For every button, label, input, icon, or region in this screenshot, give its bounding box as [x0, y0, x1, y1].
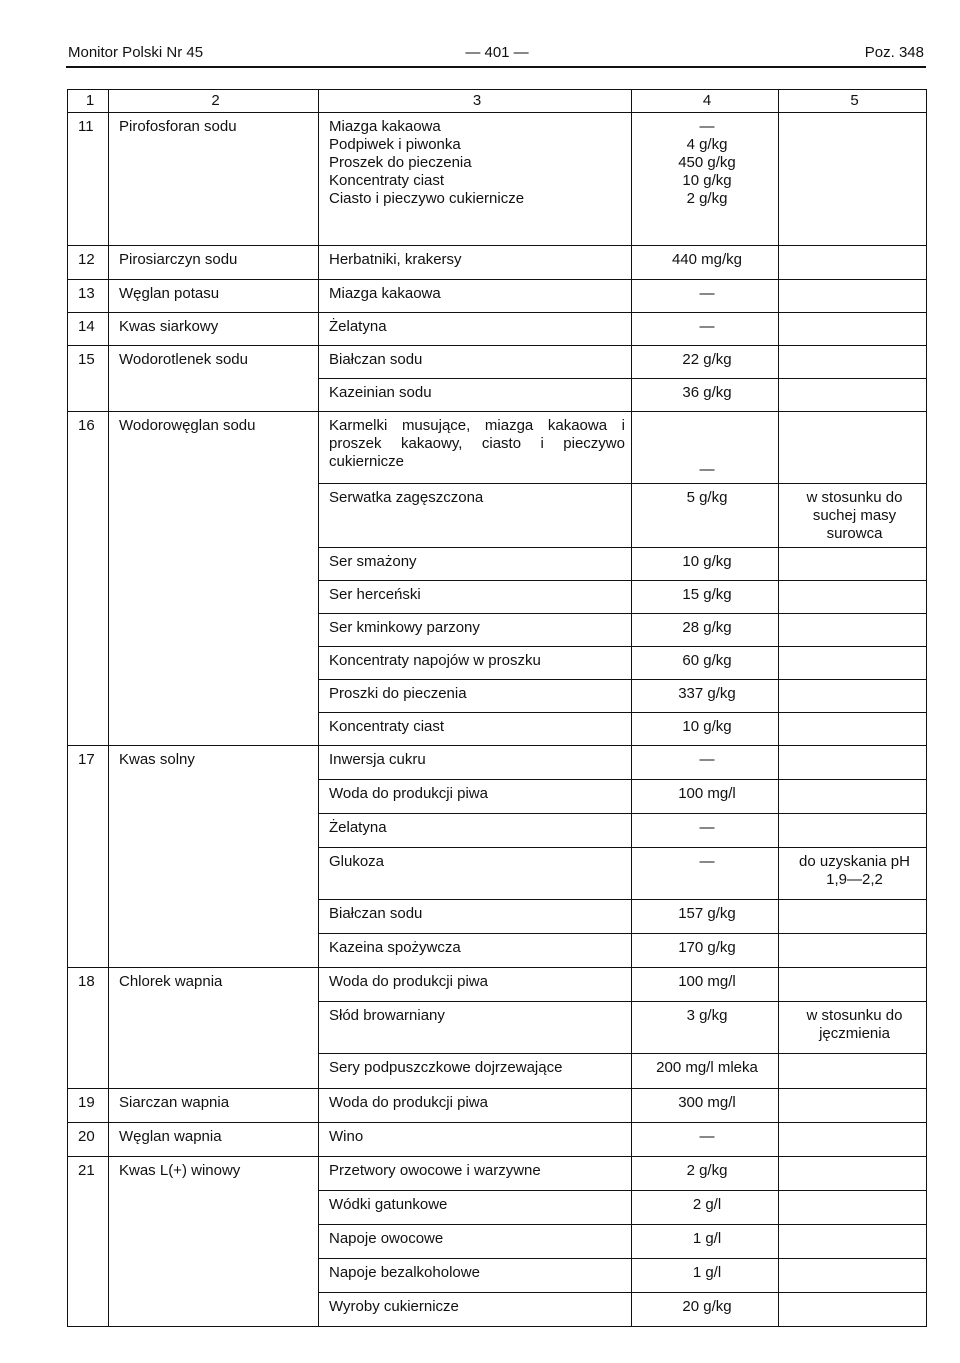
- cell-product: Woda do produkcji piwa: [319, 1089, 632, 1123]
- cell-number: [68, 680, 109, 713]
- cell-number: 11: [68, 113, 109, 246]
- cell-number: 17: [68, 746, 109, 780]
- table-row: [68, 1259, 927, 1293]
- cell-substance: Węglan potasu: [109, 280, 319, 313]
- cell-product: Wino: [319, 1123, 632, 1157]
- cell-remarks: do uzyskania pH 1,9—2,2: [779, 848, 927, 900]
- cell-product: Koncentraty napojów w proszku: [319, 647, 632, 680]
- cell-substance: Wodorowęglan sodu: [109, 412, 319, 484]
- cell-product: Herbatniki, krakersy: [319, 246, 632, 280]
- table-row: [68, 1123, 927, 1157]
- cell-remarks: [779, 581, 927, 614]
- cell-number: [68, 581, 109, 614]
- cell-number: 13: [68, 280, 109, 313]
- cell-remarks: w stosunku do jęczmienia: [779, 1002, 927, 1054]
- cell-number: 18: [68, 968, 109, 1002]
- cell-substance: [109, 900, 319, 934]
- cell-remarks: [779, 614, 927, 647]
- cell-substance: [109, 1293, 319, 1327]
- cell-dose: 15 g/kg: [632, 581, 779, 614]
- table-row: [68, 1002, 927, 1054]
- cell-substance: [109, 379, 319, 412]
- cell-remarks: [779, 313, 927, 346]
- cell-substance: [109, 934, 319, 968]
- cell-dose: —: [632, 746, 779, 780]
- cell-remarks: [779, 713, 927, 746]
- table-row: [68, 780, 927, 814]
- header-rule: [66, 66, 926, 68]
- table-row: [68, 246, 927, 280]
- cell-number: [68, 1054, 109, 1089]
- cell-product: Glukoza: [319, 848, 632, 900]
- cell-product: Białczan sodu: [319, 900, 632, 934]
- cell-number: [68, 713, 109, 746]
- cell-number: [68, 1259, 109, 1293]
- cell-dose: 337 g/kg: [632, 680, 779, 713]
- cell-dose: 440 mg/kg: [632, 246, 779, 280]
- cell-substance: [109, 614, 319, 647]
- cell-substance: [109, 484, 319, 548]
- cell-dose: 100 mg/l: [632, 780, 779, 814]
- cell-substance: [109, 814, 319, 848]
- cell-substance: [109, 581, 319, 614]
- cell-number: [68, 647, 109, 680]
- table-row: [68, 1157, 927, 1191]
- cell-remarks: [779, 1293, 927, 1327]
- cell-substance: [109, 1054, 319, 1089]
- cell-substance: [109, 548, 319, 581]
- cell-number: [68, 814, 109, 848]
- table-row: [68, 1225, 927, 1259]
- cell-remarks: [779, 1123, 927, 1157]
- table-row: [68, 412, 927, 484]
- table-row: [68, 1054, 927, 1089]
- table-row: [68, 484, 927, 548]
- cell-dose: 2 g/l: [632, 1191, 779, 1225]
- cell-dose: 100 mg/l: [632, 968, 779, 1002]
- cell-number: [68, 379, 109, 412]
- cell-product: Woda do produkcji piwa: [319, 968, 632, 1002]
- table-row: [68, 280, 927, 313]
- cell-dose: 1 g/l: [632, 1259, 779, 1293]
- table-row: [68, 113, 927, 246]
- cell-dose: 22 g/kg: [632, 346, 779, 379]
- cell-product: Wyroby cukiernicze: [319, 1293, 632, 1327]
- cell-remarks: [779, 968, 927, 1002]
- cell-number: [68, 614, 109, 647]
- column-header: 2: [109, 90, 319, 113]
- cell-product: Koncentraty ciast: [319, 713, 632, 746]
- additives-table: [67, 89, 927, 1327]
- table-row: [68, 313, 927, 346]
- page-number: — 401 —: [465, 44, 529, 61]
- table-row: [68, 346, 927, 379]
- cell-product: Żelatyna: [319, 814, 632, 848]
- cell-number: [68, 548, 109, 581]
- cell-dose: —: [632, 814, 779, 848]
- cell-dose: 1 g/l: [632, 1225, 779, 1259]
- cell-dose: [632, 113, 779, 246]
- cell-remarks: [779, 1191, 927, 1225]
- cell-product: Napoje owocowe: [319, 1225, 632, 1259]
- cell-remarks: [779, 900, 927, 934]
- cell-dose: 60 g/kg: [632, 647, 779, 680]
- cell-number: [68, 484, 109, 548]
- cell-product: Wódki gatunkowe: [319, 1191, 632, 1225]
- cell-dose: 10 g/kg: [632, 713, 779, 746]
- cell-remarks: [779, 680, 927, 713]
- table-row: [68, 1191, 927, 1225]
- cell-dose: 200 mg/l mleka: [632, 1054, 779, 1089]
- cell-number: 15: [68, 346, 109, 379]
- cell-number: [68, 934, 109, 968]
- cell-remarks: [779, 934, 927, 968]
- cell-product: Serwatka zagęszczona: [319, 484, 632, 548]
- cell-product: [319, 113, 632, 246]
- cell-line: Podpiwek i piwonka: [329, 136, 461, 153]
- cell-remarks: [779, 379, 927, 412]
- cell-dose: —: [632, 1123, 779, 1157]
- publication-title: Monitor Polski Nr 45: [68, 44, 204, 61]
- cell-product: Białczan sodu: [319, 346, 632, 379]
- table-row: [68, 680, 927, 713]
- cell-line: 450 g/kg: [678, 154, 736, 171]
- cell-remarks: [779, 280, 927, 313]
- cell-dose: 300 mg/l: [632, 1089, 779, 1123]
- cell-line: 2 g/kg: [686, 190, 728, 207]
- table-row: [68, 379, 927, 412]
- cell-product: Woda do produkcji piwa: [319, 780, 632, 814]
- table-row: [68, 1089, 927, 1123]
- cell-number: [68, 780, 109, 814]
- column-header: 4: [632, 90, 779, 113]
- cell-number: [68, 848, 109, 900]
- cell-number: [68, 1191, 109, 1225]
- cell-product: Słód browarniany: [319, 1002, 632, 1054]
- cell-number: 14: [68, 313, 109, 346]
- cell-dose: 157 g/kg: [632, 900, 779, 934]
- cell-dose: 28 g/kg: [632, 614, 779, 647]
- cell-remarks: [779, 1054, 927, 1089]
- cell-line: —: [699, 118, 715, 135]
- cell-dose: —: [632, 280, 779, 313]
- table-row: [68, 848, 927, 900]
- cell-substance: [109, 713, 319, 746]
- cell-line: Proszek do pieczenia: [329, 154, 472, 171]
- table-row: [68, 900, 927, 934]
- cell-dose: —: [632, 412, 779, 484]
- cell-substance: [109, 848, 319, 900]
- cell-substance: Kwas siarkowy: [109, 313, 319, 346]
- cell-product: Kazeina spożywcza: [319, 934, 632, 968]
- table-row: [68, 746, 927, 780]
- cell-remarks: [779, 1225, 927, 1259]
- column-header: 1: [68, 90, 109, 113]
- table-row: [68, 614, 927, 647]
- cell-substance: [109, 680, 319, 713]
- cell-substance: Wodorotlenek sodu: [109, 346, 319, 379]
- cell-number: [68, 1225, 109, 1259]
- cell-number: [68, 900, 109, 934]
- table-row: [68, 581, 927, 614]
- table-row: [68, 934, 927, 968]
- cell-number: [68, 1002, 109, 1054]
- cell-substance: Siarczan wapnia: [109, 1089, 319, 1123]
- cell-dose: 2 g/kg: [632, 1157, 779, 1191]
- cell-dose: 10 g/kg: [632, 548, 779, 581]
- column-header: 3: [319, 90, 632, 113]
- cell-product: Inwersja cukru: [319, 746, 632, 780]
- cell-remarks: [779, 647, 927, 680]
- cell-number: 21: [68, 1157, 109, 1191]
- cell-remarks: [779, 1089, 927, 1123]
- cell-substance: Kwas L(+) winowy: [109, 1157, 319, 1191]
- column-header: 5: [779, 90, 927, 113]
- table-row: [68, 1293, 927, 1327]
- cell-number: 16: [68, 412, 109, 484]
- cell-dose: 20 g/kg: [632, 1293, 779, 1327]
- cell-number: 20: [68, 1123, 109, 1157]
- cell-number: 12: [68, 246, 109, 280]
- cell-line: 10 g/kg: [682, 172, 732, 189]
- page-header: [68, 44, 926, 66]
- cell-dose: 170 g/kg: [632, 934, 779, 968]
- cell-product: Ser kminkowy parzony: [319, 614, 632, 647]
- cell-line: 4 g/kg: [686, 136, 728, 153]
- cell-dose: 36 g/kg: [632, 379, 779, 412]
- cell-remarks: [779, 1259, 927, 1293]
- cell-product: Napoje bezalkoholowe: [319, 1259, 632, 1293]
- cell-product: Miazga kakaowa: [319, 280, 632, 313]
- cell-dose: —: [632, 313, 779, 346]
- cell-substance: [109, 647, 319, 680]
- table-row: [68, 647, 927, 680]
- cell-remarks: [779, 746, 927, 780]
- cell-remarks: [779, 246, 927, 280]
- cell-product: Kazeinian sodu: [319, 379, 632, 412]
- cell-line: Ciasto i pieczywo cukiernicze: [329, 190, 525, 207]
- cell-remarks: [779, 113, 927, 246]
- cell-remarks: [779, 780, 927, 814]
- cell-product: Sery podpuszczkowe dojrzewające: [319, 1054, 632, 1089]
- cell-substance: [109, 1191, 319, 1225]
- cell-remarks: w stosunku do suchej masy surowca: [779, 484, 927, 548]
- cell-product: Karmelki musujące, miazga kakaowa i proszek kakaowy, ciasto i pieczywo cukiernicze: [319, 412, 632, 484]
- cell-substance: [109, 1002, 319, 1054]
- cell-number: [68, 1293, 109, 1327]
- table-row: [68, 968, 927, 1002]
- cell-product: Ser smażony: [319, 548, 632, 581]
- cell-remarks: [779, 346, 927, 379]
- cell-dose: 5 g/kg: [632, 484, 779, 548]
- cell-dose: —: [632, 848, 779, 900]
- cell-substance: Pirosiarczyn sodu: [109, 246, 319, 280]
- cell-remarks: [779, 814, 927, 848]
- cell-dose: 3 g/kg: [632, 1002, 779, 1054]
- cell-remarks: [779, 412, 927, 484]
- cell-substance: Pirofosforan sodu: [109, 113, 319, 246]
- cell-product: Żelatyna: [319, 313, 632, 346]
- cell-number: 19: [68, 1089, 109, 1123]
- cell-product: Ser herceński: [319, 581, 632, 614]
- cell-substance: Węglan wapnia: [109, 1123, 319, 1157]
- cell-line: Koncentraty ciast: [329, 172, 445, 189]
- cell-substance: [109, 1225, 319, 1259]
- cell-substance: [109, 780, 319, 814]
- cell-substance: [109, 1259, 319, 1293]
- table-row: [68, 713, 927, 746]
- cell-line: Miazga kakaowa: [329, 118, 441, 135]
- cell-substance: Chlorek wapnia: [109, 968, 319, 1002]
- table-row: [68, 814, 927, 848]
- table-row: [68, 548, 927, 581]
- position-number: Poz. 348: [864, 44, 924, 61]
- cell-product: Przetwory owocowe i warzywne: [319, 1157, 632, 1191]
- table-header-row: [68, 90, 927, 113]
- cell-product: Proszki do pieczenia: [319, 680, 632, 713]
- cell-remarks: [779, 548, 927, 581]
- cell-remarks: [779, 1157, 927, 1191]
- cell-substance: Kwas solny: [109, 746, 319, 780]
